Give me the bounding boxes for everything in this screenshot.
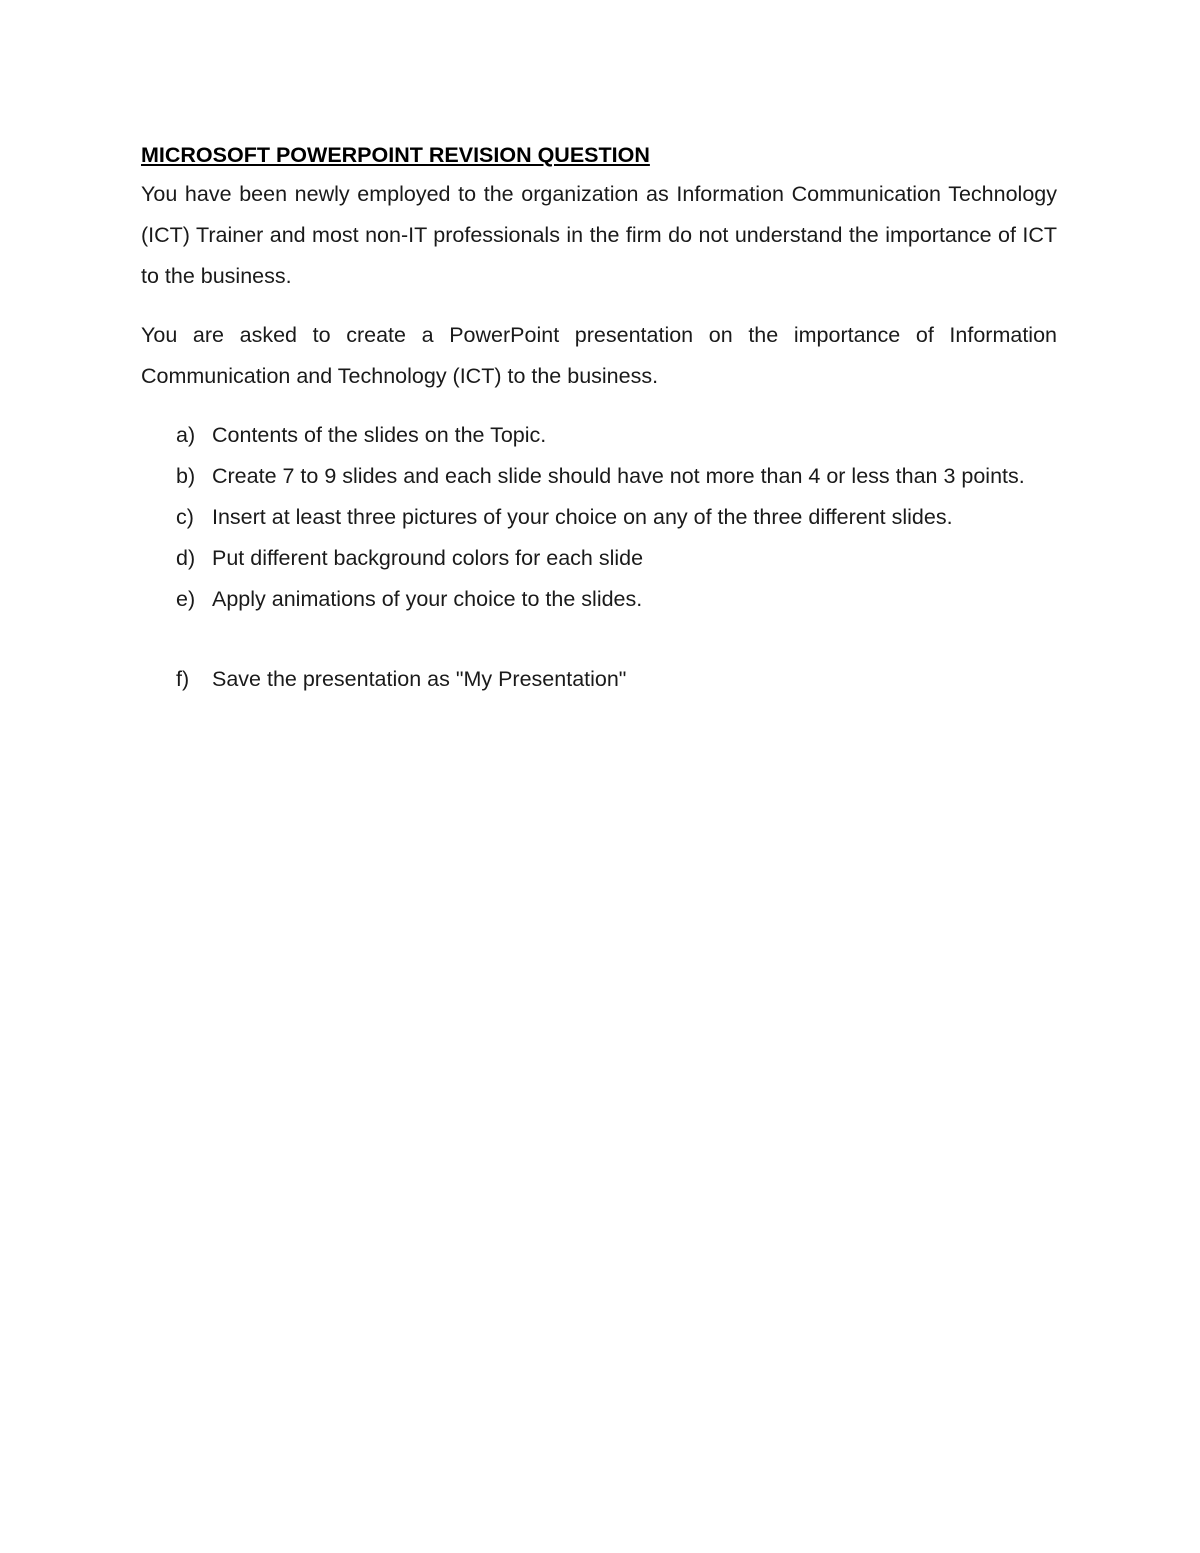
list-item-text: Contents of the slides on the Topic.	[212, 423, 547, 447]
list-item-text: Save the presentation as "My Presentation"	[212, 667, 627, 691]
list-marker: f)	[176, 667, 190, 691]
list-item-text: Create 7 to 9 slides and each slide should have not more than 4 or less than 3 points.	[212, 464, 1025, 488]
list-item	[141, 497, 1057, 538]
list-item-text: Insert at least three pictures of your choice on any of the three different slides.	[212, 505, 953, 529]
document-body	[141, 140, 1057, 700]
list-marker: e)	[176, 587, 196, 611]
list-item	[141, 415, 1057, 456]
list-marker: c)	[176, 505, 194, 529]
list-marker: b)	[176, 464, 196, 488]
list-marker: d)	[176, 546, 196, 570]
intro-paragraph: You have been newly employed to the organization as Information Communication Technology (ICT) Trainer and most non-IT professionals in the firm do not understand the importance of ICT to the business.	[141, 182, 1057, 288]
task-paragraph: You are asked to create a PowerPoint presentation on the importance of Information Communication and Technology (ICT) to the business.	[141, 323, 1057, 388]
list-item	[141, 659, 1057, 700]
list-item-text: Put different background colors for each slide	[212, 546, 644, 570]
task-list	[141, 415, 1057, 700]
list-marker: a)	[176, 423, 196, 447]
list-item	[141, 538, 1057, 579]
list-item	[141, 456, 1057, 497]
document-title: MICROSOFT POWERPOINT REVISION QUESTION	[141, 143, 650, 167]
list-item	[141, 579, 1057, 620]
list-item-text: Apply animations of your choice to the slides.	[212, 587, 643, 611]
